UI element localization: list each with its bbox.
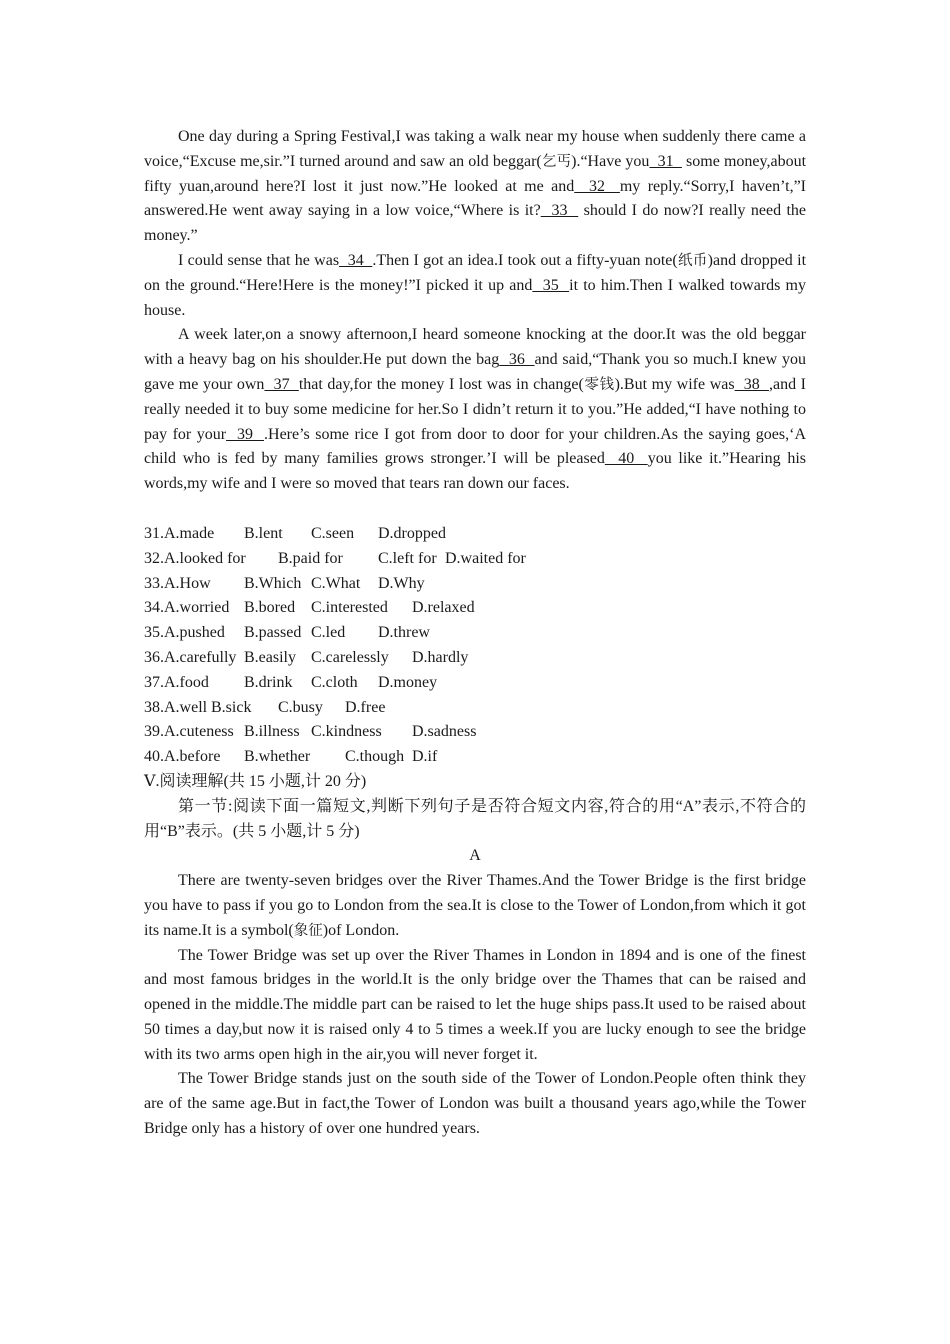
text-run: some money,about fifty yuan,around here?I lost it just now.”He looked at me and — [144, 152, 807, 195]
option-choice: B.easily — [244, 648, 296, 666]
option-choice: 36.A.carefully — [144, 648, 237, 666]
text-run: )of London. — [322, 921, 400, 939]
text-run: ).“Have you — [571, 152, 650, 170]
chinese-gloss: 象征 — [293, 922, 323, 939]
answer-blank: 34 — [339, 251, 373, 269]
answer-blank: 33 — [540, 202, 579, 220]
option-choice: 34.A.worried — [144, 599, 230, 617]
option-choice: D.threw — [378, 624, 430, 642]
option-row — [144, 671, 806, 696]
text-run: The Tower Bridge was set up over the River Thames in London in 1894 and is one of the finest and most famous bridges in the world.It is the only bridge over the Thames that can be raised and opened in the middle.The middle part can be raised to let the huge ships pass.It used to be raised about 50 times a day,but now it is raised only 4 to 5 times a week.If you are lucky enough to see the bridge with its two arms open high in the air,you will never forget it. — [144, 946, 806, 1063]
text-run: There are twenty-seven bridges over the River Thames.And the Tower Bridge is the first bridge you have to pass if you go to London from the sea.It is close to the Tower of London,from which it got its name.It is a symbol( — [144, 872, 806, 939]
text-run: )and dropped it on the ground.“Here!Here is the money!”I picked it up and — [144, 251, 807, 294]
option-choice: D.money — [378, 673, 438, 691]
text-run: One day during a Spring Festival,I was taking a walk near my house when suddenly there came a voice,“Excuse me,sir.”I turned around and saw an old beggar( — [144, 128, 806, 170]
option-choice: D.relaxed — [412, 599, 475, 617]
option-row — [144, 720, 806, 745]
answer-blank: 32 — [574, 177, 620, 195]
option-choice: C.left for — [378, 549, 437, 567]
option-choice: D.if — [412, 748, 438, 766]
option-choice: C.carelessly — [311, 648, 389, 666]
text-run: .Here’s some rice I got from door to door for your children.As the saying goes,‘A child who is fed by many families grows stronger.’I will be pleased — [144, 425, 807, 468]
cloze-options — [144, 522, 806, 770]
passage-label: A — [469, 847, 481, 865]
text-run: A week later,on a snowy afternoon,I heard someone knocking at the door.It was the old beggar with a heavy bag on his shoulder.He put down the bag — [144, 326, 806, 369]
text-run: you like it.”Hearing his words,my wife and I were so moved that tears ran down our faces. — [144, 450, 807, 493]
option-choice: C.led — [311, 624, 346, 642]
text-run: I could sense that he was — [178, 251, 340, 269]
chinese-gloss: 零钱 — [583, 376, 615, 393]
cloze-paragraph-3 — [144, 323, 806, 497]
answer-blank: 38 — [734, 375, 769, 393]
option-row — [144, 621, 806, 646]
option-row — [144, 745, 806, 770]
answer-blank: 40 — [604, 450, 648, 468]
option-row — [144, 522, 806, 547]
document-page — [144, 125, 806, 1142]
answer-blank: 37 — [264, 375, 299, 393]
spacer — [144, 497, 806, 522]
option-choice: B.lent — [244, 524, 283, 542]
option-choice: C.cloth — [311, 673, 358, 691]
reading-paragraph-2 — [144, 944, 806, 1068]
text-run: my reply.“Sorry,I haven’t,”I answered.He went away saying in a low voice,“Where is it? — [144, 177, 807, 220]
text-run: that day,for the money I lost was in change( — [298, 375, 584, 393]
section-instructions: 第一节:阅读下面一篇短文,判断下列句子是否符合短文内容,符合的用“A”表示,不符合的用“B”表示。(共 5 小题,计 5 分) — [144, 797, 806, 840]
chinese-gloss: 纸币 — [677, 252, 708, 269]
text-run: it to him.Then I walked towards my house. — [144, 276, 807, 319]
text-run: The Tower Bridge stands just on the south side of the Tower of London.People often think they are of the same age.But in fact,the Tower of London was built a thousand years ago,while the Tower Bridge only has a history of over one hundred years. — [144, 1070, 806, 1138]
text-run: ).But my wife was — [614, 375, 735, 393]
option-choice: D.Why — [378, 574, 425, 592]
reading-paragraph-3 — [144, 1067, 806, 1141]
option-row — [144, 572, 806, 597]
text-run: and said,“Thank you so much.I knew you gave me your own — [144, 351, 807, 393]
option-choice: B.Which — [244, 574, 302, 592]
answer-blank: 35 — [532, 276, 570, 294]
answer-blank: 39 — [226, 425, 265, 443]
option-choice: 33.A.How — [144, 574, 211, 592]
option-choice: B.paid for — [278, 549, 343, 567]
option-choice: D.waited for — [445, 549, 526, 567]
option-choice: C.kindness — [311, 723, 382, 741]
option-choice: 37.A.food — [144, 673, 209, 691]
option-choice: 39.A.cuteness — [144, 723, 234, 741]
option-choice: C.interested — [311, 599, 388, 617]
option-choice: B.bored — [244, 599, 296, 617]
option-choice: C.busy — [278, 698, 323, 716]
option-choice: B.illness — [244, 723, 300, 741]
option-choice: 32.A.looked for — [144, 549, 246, 567]
option-row — [144, 547, 806, 572]
option-row — [144, 646, 806, 671]
option-choice: D.dropped — [378, 524, 446, 542]
option-row — [144, 596, 806, 621]
option-choice: C.What — [311, 574, 361, 592]
option-choice: B.drink — [244, 673, 293, 691]
option-row — [144, 696, 806, 721]
answer-blank: 31 — [649, 152, 682, 170]
chinese-gloss: 乞丐 — [541, 153, 572, 170]
option-choice: 40.A.before — [144, 748, 221, 766]
cloze-paragraph-2 — [144, 249, 806, 323]
text-run: .Then I got an idea.I took out a fifty-yuan note( — [372, 251, 678, 269]
option-choice: C.seen — [311, 524, 355, 542]
option-choice: 38.A.well — [144, 698, 208, 716]
option-choice: D.hardly — [412, 648, 469, 666]
option-choice: B.whether — [244, 748, 311, 766]
option-choice: B.passed — [244, 624, 302, 642]
answer-blank: 36 — [499, 351, 535, 369]
option-choice: D.sadness — [412, 723, 477, 741]
cloze-paragraph-1 — [144, 125, 806, 249]
text-run: ,and I really needed it to buy some medicine for her.So I didn’t return it to you.”He added,“I have nothing to pay for your — [144, 375, 807, 443]
option-choice: 31.A.made — [144, 524, 215, 542]
option-choice: 35.A.pushed — [144, 624, 225, 642]
option-choice: D.free — [345, 698, 386, 716]
option-choice: B.sick — [211, 698, 252, 716]
text-run: should I do now?I really need the money.” — [144, 202, 807, 245]
section-title: Ⅴ.阅读理解(共 15 小题,计 20 分) — [144, 772, 367, 790]
reading-paragraph-1 — [144, 869, 806, 943]
option-choice: C.though — [345, 748, 405, 766]
